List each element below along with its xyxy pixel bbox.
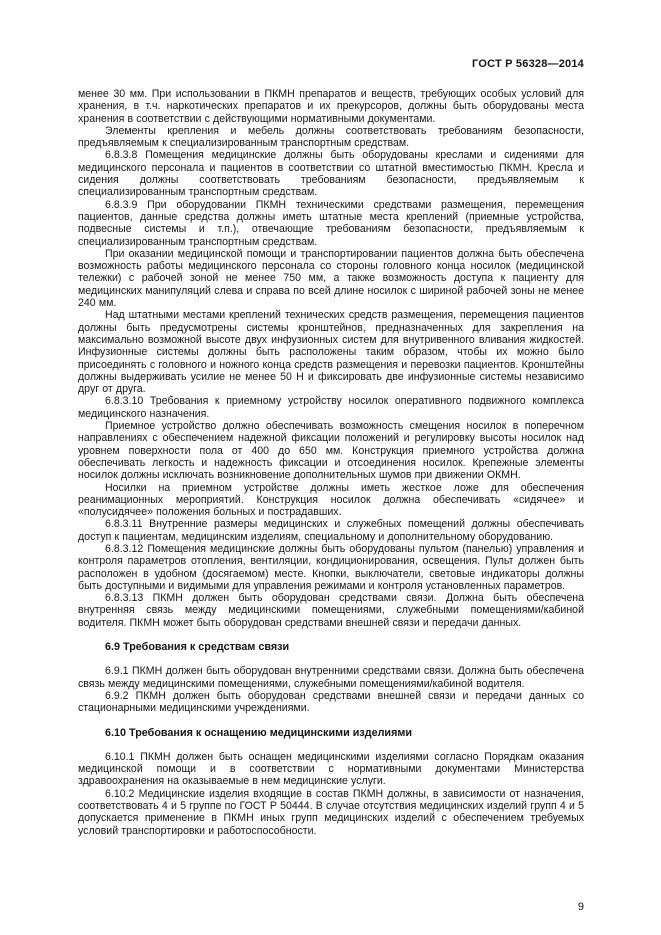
paragraph: Элементы крепления и мебель должны соответствовать требованиям безопасности, предъявляемым к специализированным транспортным средствам.: [78, 124, 584, 150]
paragraph-6-8-3-13: 6.8.3.13 ПКМН должен быть оборудован средствами связи. Должна быть обеспечена внутренняя связь между медицинскими помещениями, служебными помещениями/кабиной водителя. ПКМН может быть оборудован средствами внешней связи и передачи данных.: [78, 592, 584, 629]
document-body: [78, 88, 584, 837]
paragraph: Носилки на приемном устройстве должны иметь жесткое ложе для обеспечения реанимационных мероприятий. Конструкция носилок должна обеспечивать «сидячее» и «полусидячее» положения больных и пострадавших.: [78, 481, 584, 519]
paragraph-6-10-2: 6.10.2 Медицинские изделия входящие в состав ПКМН должны, в зависимости от назначения, соответствовать 4 и 5 группе по ГОСТ Р 50444. В случае отсутствия медицинских изделий групп 4 и 5 допускается применение в ПКМН иных групп медицинских изделий с обеспечением требуемых условий транспортировки и работоспособности.: [78, 787, 584, 837]
section-heading-6-9: 6.9 Требования к средствам связи: [105, 641, 290, 654]
paragraph-6-8-3-9: 6.8.3.9 При оборудовании ПКМН техническими средствами размещения, перемещения пациентов, данные средства должны иметь штатные места креплений (приемные устройства, подвесные системы и т.п.), отвечающие требованиям безопасности, предъявляемым к специализированным транспортным средствам.: [78, 198, 584, 248]
paragraph: Приемное устройство должно обеспечивать возможность смещения носилок в поперечном направлениях с обеспечением надежной фиксации положений и регулировку высоты носилок над уровнем поверхности пола от 400 до 650 мм. Конструкция приемного устройства должна обеспечивать легкость и надежность фиксации и отсоединения носилок. Крепежные элементы носилок должны исключать возникновение дополнительных шумов при движении ОКМН.: [78, 420, 584, 482]
paragraph-6-8-3-8: 6.8.3.8 Помещения медицинские должны быть оборудованы креслами и сидениями для медицинского персонала и пациентов в соответствии со штатной вместимостью ПКМН. Кресла и сидения должны соответствовать требованиям безопасности, предъявляемым к специализированным транспортным средствам.: [78, 149, 584, 199]
paragraph: Над штатными местами креплений технических средств размещения, перемещения пациентов должны быть предусмотрены системы кронштейнов, предназначенных для закрепления на максимально возможной высоте двух инфузионных систем для внутривенного вливания жидкостей. Инфузионные системы должны быть расположены таким образом, чтобы их можно было присоединять с головного и ножного конца средств размещения и перевозки пациентов. Кронштейны должны выдерживать усилие не менее 50 Н и фиксировать две инфузионные системы независимо друг от друга.: [78, 309, 584, 396]
paragraph-6-8-3-12: 6.8.3.12 Помещения медицинские должны быть оборудованы пультом (панелью) управления и контроля параметров отопления, вентиляции, кондиционирования, освещения. Пульт должен быть расположен в удобном (досягаемом) месте. Кнопки, выключатели, световые индикаторы должны быть доступными и видимыми для управления режимами и контроля установленных параметров.: [78, 542, 584, 592]
page-footer: [578, 901, 584, 913]
paragraph-6-8-3-10: 6.8.3.10 Требования к приемному устройству носилок оперативного подвижного комплекса медицинского назначения.: [78, 395, 584, 420]
paragraph-6-9-2: 6.9.2 ПКМН должен быть оборудован средствами внешней связи и передачи данных со стационарными медицинскими учреждениями.: [78, 689, 584, 715]
document-header: [78, 58, 584, 70]
paragraph: При оказании медицинской помощи и транспортировании пациентов должна быть обеспечена возможность работы медицинского персонала со стороны головного конца носилок (медицинской тележки) с рабочей зоной не менее 750 мм, а также возможность доступа к пациенту для медицинских манипуляций слева и справа по всей длине носилок с шириной рабочей зоны не менее 240 мм.: [78, 247, 584, 310]
paragraph: менее 30 мм. При использовании в ПКМН препаратов и веществ, требующих особых условий для хранения, в т.ч. наркотических препаратов и их прекурсоров, должны быть оборудованы места хранения в соответствии с действующими нормативными документами.: [78, 88, 584, 125]
section-heading-6-10: 6.10 Требования к оснащению медицинскими изделиями: [105, 726, 412, 739]
paragraph-6-9-1: 6.9.1 ПКМН должен быть оборудован внутренними средствами связи. Должна быть обеспечена связь между медицинскими помещениями, служебными помещениями/кабиной водителя.: [78, 665, 584, 690]
paragraph-6-8-3-11: 6.8.3.11 Внутренние размеры медицинских и служебных помещений должны обеспечивать доступ к пациентам, медицинским изделиям, специальному и дополнительному оборудованию.: [78, 518, 584, 543]
document-code: ГОСТ Р 56328—2014: [472, 58, 584, 70]
paragraph-6-10-1: 6.10.1 ПКМН должен быть оснащен медицинскими изделиями согласно Порядкам оказания медицинской помощи и в соответствии с нормативными документами Министерства здравоохранения на оказываемые в нем медицинские услуги.: [78, 750, 584, 788]
page-number: 9: [577, 901, 584, 913]
